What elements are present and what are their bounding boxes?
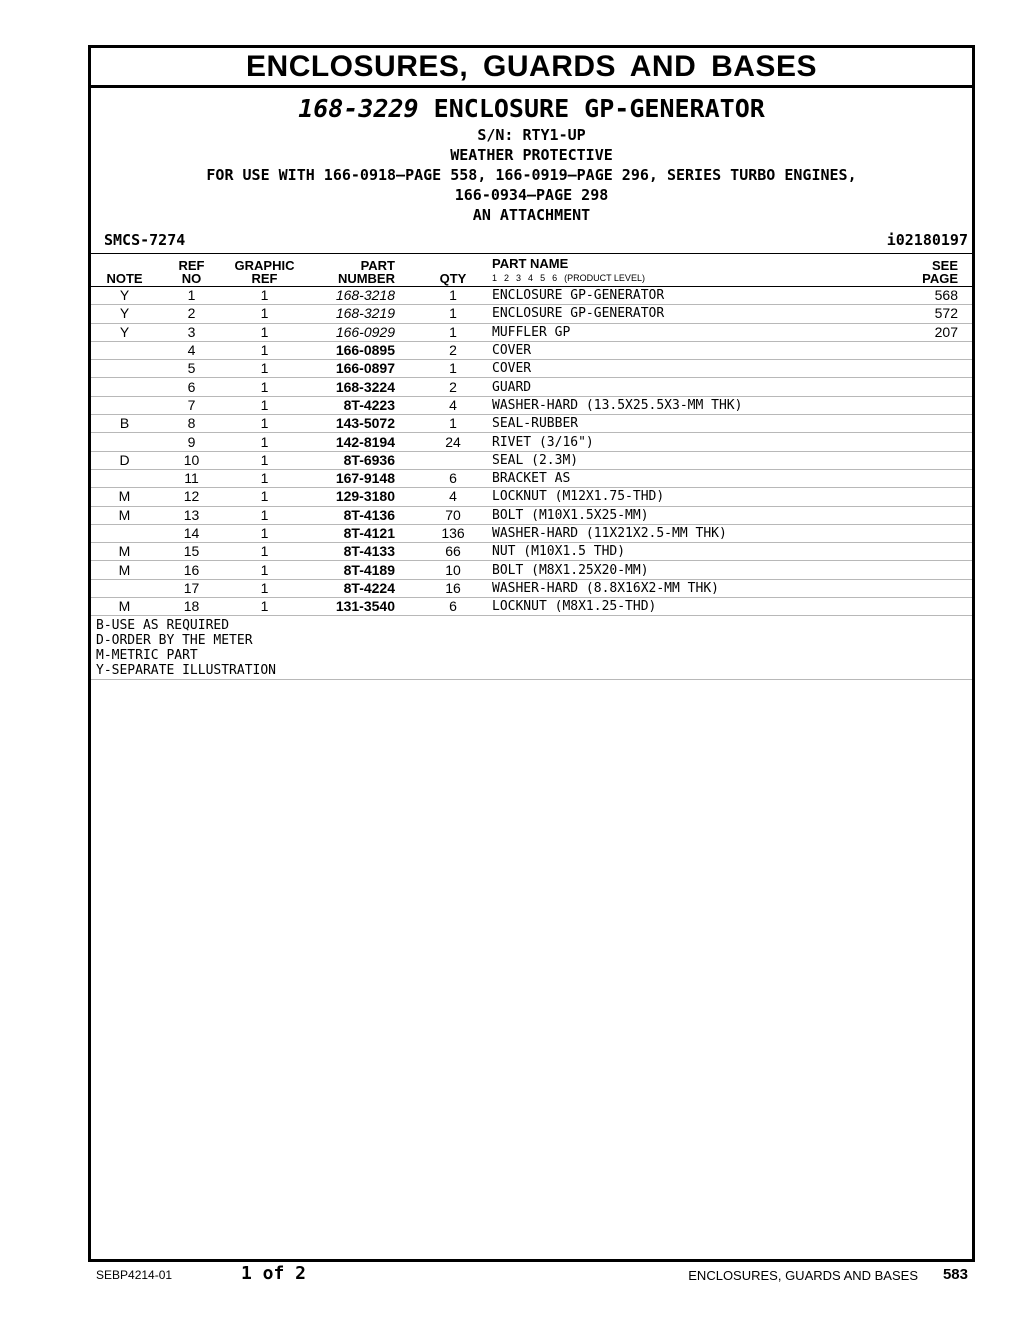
ref-no-cell: 9 — [158, 433, 225, 451]
ref-no-cell: 10 — [158, 451, 225, 469]
table-row — [91, 561, 972, 579]
graphic-ref-cell: 1 — [225, 451, 304, 469]
col-header-ref-no: REF NO — [158, 254, 225, 287]
see-page-link — [852, 543, 972, 561]
qty-cell — [420, 451, 486, 469]
table-row — [91, 287, 972, 305]
note-cell — [91, 396, 158, 414]
ref-no-cell: 16 — [158, 561, 225, 579]
qty-cell: 2 — [420, 341, 486, 359]
col-header-note: NOTE — [91, 254, 158, 287]
ref-no-cell: 6 — [158, 378, 225, 396]
table-row — [91, 341, 972, 359]
page-frame — [88, 45, 975, 1262]
note-cell — [91, 579, 158, 597]
note-cell — [91, 433, 158, 451]
smcs-row — [91, 225, 972, 254]
graphic-ref-cell: 1 — [225, 488, 304, 506]
part-name-cell: BOLT (M10X1.5X25-MM) — [486, 506, 852, 524]
part-number-link[interactable]: 166-0897 — [304, 360, 420, 378]
group-description-line-2: FOR USE WITH 166-0918—PAGE 558, 166-0919—PAGE 296, SERIES TURBO ENGINES, — [206, 166, 857, 184]
graphic-ref-cell: 1 — [225, 305, 304, 323]
note-cell — [91, 341, 158, 359]
graphic-ref-cell: 1 — [225, 524, 304, 542]
col-header-part-name: PART NAME 1 2 3 4 5 6 (PRODUCT LEVEL) — [486, 254, 852, 287]
part-number-link[interactable]: 131-3540 — [304, 598, 420, 616]
part-number-link[interactable]: 166-0895 — [304, 341, 420, 359]
qty-cell: 24 — [420, 433, 486, 451]
part-number-link[interactable]: 8T-4133 — [304, 543, 420, 561]
qty-cell: 136 — [420, 524, 486, 542]
part-name-cell: SEAL-RUBBER — [486, 415, 852, 433]
qty-cell: 10 — [420, 561, 486, 579]
parts-table — [91, 254, 972, 616]
part-name-cell: BOLT (M8X1.25X20-MM) — [486, 561, 852, 579]
see-page-link[interactable]: 572 — [852, 305, 972, 323]
footer-section: ENCLOSURES, GUARDS AND BASES — [688, 1268, 918, 1283]
note-cell: Y — [91, 287, 158, 305]
see-page-link — [852, 469, 972, 487]
part-name-cell: MUFFLER GP — [486, 323, 852, 341]
illustration-id: i02180197 — [886, 231, 968, 249]
qty-cell: 1 — [420, 305, 486, 323]
graphic-ref-cell: 1 — [225, 323, 304, 341]
parts-table-header — [91, 254, 972, 287]
ref-no-cell: 2 — [158, 305, 225, 323]
part-number-link[interactable]: 8T-6936 — [304, 451, 420, 469]
ref-no-cell: 3 — [158, 323, 225, 341]
see-page-link[interactable]: 568 — [852, 287, 972, 305]
note-cell: Y — [91, 323, 158, 341]
see-page-link — [852, 341, 972, 359]
part-number-link[interactable]: 8T-4224 — [304, 579, 420, 597]
part-name-cell: SEAL (2.3M) — [486, 451, 852, 469]
ref-no-cell: 11 — [158, 469, 225, 487]
section-title: ENCLOSURES, GUARDS AND BASES — [91, 48, 972, 88]
ref-no-cell: 12 — [158, 488, 225, 506]
graphic-ref-cell: 1 — [225, 543, 304, 561]
table-row — [91, 360, 972, 378]
note-cell — [91, 378, 158, 396]
ref-no-cell: 8 — [158, 415, 225, 433]
qty-cell: 2 — [420, 378, 486, 396]
qty-cell: 4 — [420, 488, 486, 506]
note-cell: M — [91, 561, 158, 579]
table-row — [91, 506, 972, 524]
ref-no-cell: 5 — [158, 360, 225, 378]
graphic-ref-cell: 1 — [225, 360, 304, 378]
col-header-qty: QTY — [420, 254, 486, 287]
part-number-link[interactable]: 8T-4223 — [304, 396, 420, 414]
group-description-line-1: WEATHER PROTECTIVE — [450, 146, 613, 164]
page-footer — [96, 1262, 970, 1288]
graphic-ref-cell: 1 — [225, 598, 304, 616]
table-row — [91, 524, 972, 542]
part-name-cell: WASHER-HARD (11X21X2.5-MM THK) — [486, 524, 852, 542]
note-b: B-USE AS REQUIRED — [96, 618, 230, 634]
part-name-cell: WASHER-HARD (13.5X25.5X3-MM THK) — [486, 396, 852, 414]
note-y: Y-SEPARATE ILLUSTRATION — [96, 663, 277, 679]
note-cell: M — [91, 506, 158, 524]
qty-cell: 1 — [420, 287, 486, 305]
col-header-see-page: SEE PAGE — [852, 254, 972, 287]
ref-no-cell: 13 — [158, 506, 225, 524]
qty-cell: 6 — [420, 598, 486, 616]
part-name-cell: LOCKNUT (M12X1.75-THD) — [486, 488, 852, 506]
notes-legend — [91, 616, 972, 680]
part-name-cell: ENCLOSURE GP-GENERATOR — [486, 305, 852, 323]
see-page-link — [852, 451, 972, 469]
qty-cell: 1 — [420, 360, 486, 378]
part-name-cell: NUT (M10X1.5 THD) — [486, 543, 852, 561]
note-cell — [91, 469, 158, 487]
serial-number-range: S/N: RTY1-UP — [477, 126, 586, 144]
table-row — [91, 323, 972, 341]
note-d: D-ORDER BY THE METER — [96, 633, 253, 649]
part-name-cell: COVER — [486, 341, 852, 359]
part-number-link[interactable]: 8T-4121 — [304, 524, 420, 542]
see-page-link — [852, 433, 972, 451]
table-row — [91, 378, 972, 396]
col-header-graphic-ref: GRAPHIC REF — [225, 254, 304, 287]
footer-page-number: 583 — [942, 1266, 968, 1283]
see-page-link — [852, 396, 972, 414]
note-m: M-METRIC PART — [96, 648, 198, 664]
note-cell — [91, 360, 158, 378]
see-page-link — [852, 488, 972, 506]
qty-cell: 70 — [420, 506, 486, 524]
group-description-line-3: 166-0934—PAGE 298 — [454, 186, 609, 204]
graphic-ref-cell: 1 — [225, 506, 304, 524]
table-row — [91, 451, 972, 469]
part-number-link[interactable]: 168-3219 — [304, 305, 420, 323]
see-page-link — [852, 506, 972, 524]
part-number-link[interactable]: 129-3180 — [304, 488, 420, 506]
group-title — [91, 92, 972, 125]
part-name-cell: WASHER-HARD (8.8X16X2-MM THK) — [486, 579, 852, 597]
smcs-code: SMCS-7274 — [104, 231, 186, 249]
note-cell: D — [91, 451, 158, 469]
note-cell: Y — [91, 305, 158, 323]
graphic-ref-cell: 1 — [225, 396, 304, 414]
see-page-link[interactable]: 207 — [852, 323, 972, 341]
qty-cell: 1 — [420, 323, 486, 341]
ref-no-cell: 17 — [158, 579, 225, 597]
part-number-link[interactable]: 8T-4136 — [304, 506, 420, 524]
part-name-cell: BRACKET AS — [486, 469, 852, 487]
graphic-ref-cell: 1 — [225, 287, 304, 305]
table-row — [91, 433, 972, 451]
part-number-link[interactable]: 168-3218 — [304, 287, 420, 305]
note-cell: M — [91, 598, 158, 616]
group-description-line-4: AN ATTACHMENT — [472, 206, 591, 224]
part-name-cell: LOCKNUT (M8X1.25-THD) — [486, 598, 852, 616]
see-page-link — [852, 378, 972, 396]
see-page-link — [852, 598, 972, 616]
table-row — [91, 488, 972, 506]
note-cell: M — [91, 488, 158, 506]
table-row — [91, 579, 972, 597]
part-number-link[interactable]: 167-9148 — [304, 469, 420, 487]
see-page-link — [852, 561, 972, 579]
ref-no-cell: 1 — [158, 287, 225, 305]
group-part-number[interactable]: 168-3229 — [298, 94, 419, 123]
part-name-cell: RIVET (3/16") — [486, 433, 852, 451]
part-number-link[interactable]: 166-0929 — [304, 323, 420, 341]
table-row — [91, 415, 972, 433]
ref-no-cell: 15 — [158, 543, 225, 561]
graphic-ref-cell: 1 — [225, 378, 304, 396]
part-number-link[interactable]: 142-8194 — [304, 433, 420, 451]
group-header — [91, 88, 972, 225]
product-levels: 1 2 3 4 5 6 (PRODUCT LEVEL) — [492, 273, 645, 283]
table-row — [91, 598, 972, 616]
see-page-link — [852, 524, 972, 542]
graphic-ref-cell: 1 — [225, 433, 304, 451]
graphic-ref-cell: 1 — [225, 561, 304, 579]
graphic-ref-cell: 1 — [225, 579, 304, 597]
col-header-part-number: PART NUMBER — [304, 254, 420, 287]
table-row — [91, 305, 972, 323]
part-number-link[interactable]: 168-3224 — [304, 378, 420, 396]
footer-page-of: 1 of 2 — [241, 1263, 307, 1284]
ref-no-cell: 7 — [158, 396, 225, 414]
part-name-cell: COVER — [486, 360, 852, 378]
ref-no-cell: 18 — [158, 598, 225, 616]
qty-cell: 4 — [420, 396, 486, 414]
qty-cell: 6 — [420, 469, 486, 487]
see-page-link — [852, 579, 972, 597]
table-row — [91, 543, 972, 561]
graphic-ref-cell: 1 — [225, 341, 304, 359]
qty-cell: 66 — [420, 543, 486, 561]
note-cell: B — [91, 415, 158, 433]
ref-no-cell: 14 — [158, 524, 225, 542]
see-page-link — [852, 415, 972, 433]
part-name-cell: GUARD — [486, 378, 852, 396]
table-row — [91, 469, 972, 487]
graphic-ref-cell: 1 — [225, 469, 304, 487]
part-number-link[interactable]: 143-5072 — [304, 415, 420, 433]
ref-no-cell: 4 — [158, 341, 225, 359]
note-cell: M — [91, 543, 158, 561]
part-number-link[interactable]: 8T-4189 — [304, 561, 420, 579]
table-row — [91, 396, 972, 414]
qty-cell: 1 — [420, 415, 486, 433]
part-name-cell: ENCLOSURE GP-GENERATOR — [486, 287, 852, 305]
graphic-ref-cell: 1 — [225, 415, 304, 433]
qty-cell: 16 — [420, 579, 486, 597]
see-page-link — [852, 360, 972, 378]
footer-doc-id: SEBP4214-01 — [96, 1268, 173, 1282]
note-cell — [91, 524, 158, 542]
group-name: ENCLOSURE GP-GENERATOR — [433, 94, 765, 123]
